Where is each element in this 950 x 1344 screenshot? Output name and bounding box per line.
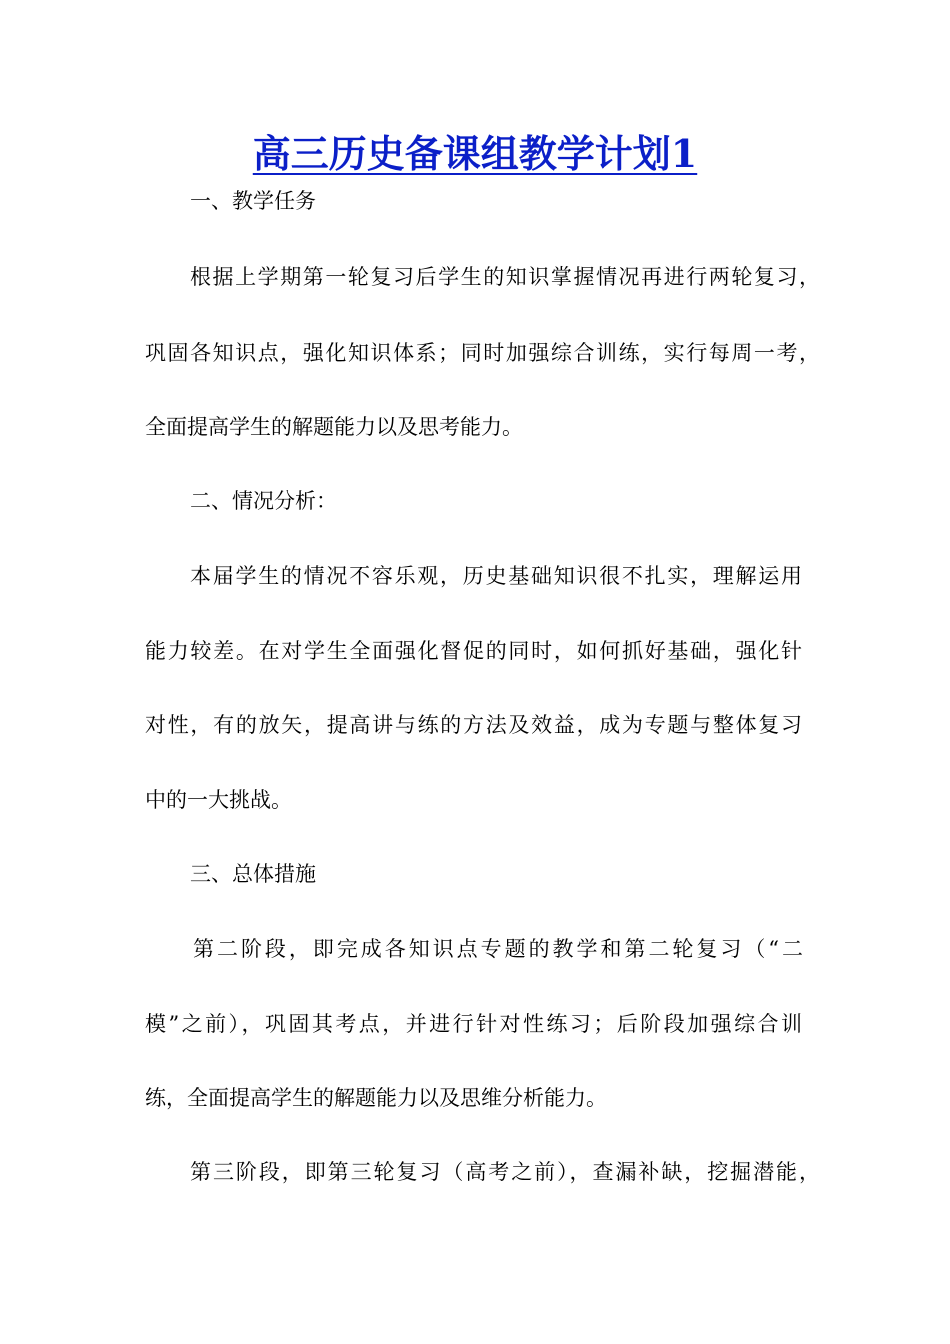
paragraph-line: 巩固各知识点，强化知识体系；同时加强综合训练，实行每周一考， bbox=[145, 341, 820, 365]
paragraph-line: 中的一大挑战。 bbox=[145, 788, 292, 812]
paragraph-line: 第二阶段，即完成各知识点专题的教学和第二轮复习（“二 bbox=[193, 937, 803, 961]
paragraph-line: 第三阶段，即第三轮复习（高考之前），查漏补缺，挖掘潜能， bbox=[190, 1160, 820, 1184]
paragraph-line: 模”之前），巩固其考点，并进行针对性练习；后阶段加强综合训 bbox=[145, 1012, 802, 1036]
document-title-text[interactable]: 高三历史备课组教学计划1 bbox=[252, 131, 698, 176]
section-heading-3: 三、总体措施 bbox=[190, 862, 316, 886]
paragraph-line: 根据上学期第一轮复习后学生的知识掌握情况再进行两轮复习， bbox=[190, 265, 820, 289]
paragraph-line: 练，全面提高学生的解题能力以及思维分析能力。 bbox=[145, 1086, 607, 1110]
section-heading-1: 一、教学任务 bbox=[190, 189, 316, 213]
paragraph-line: 能力较差。在对学生全面强化督促的同时，如何抓好基础，强化针 bbox=[145, 639, 802, 663]
section-heading-2: 二、情况分析： bbox=[190, 489, 337, 513]
paragraph-line: 对性，有的放矢，提高讲与练的方法及效益，成为专题与整体复习 bbox=[145, 713, 802, 737]
paragraph-line: 本届学生的情况不容乐观，历史基础知识很不扎实，理解运用 bbox=[190, 564, 802, 588]
paragraph-line: 全面提高学生的解题能力以及思考能力。 bbox=[145, 415, 523, 439]
document-title[interactable] bbox=[0, 126, 950, 182]
